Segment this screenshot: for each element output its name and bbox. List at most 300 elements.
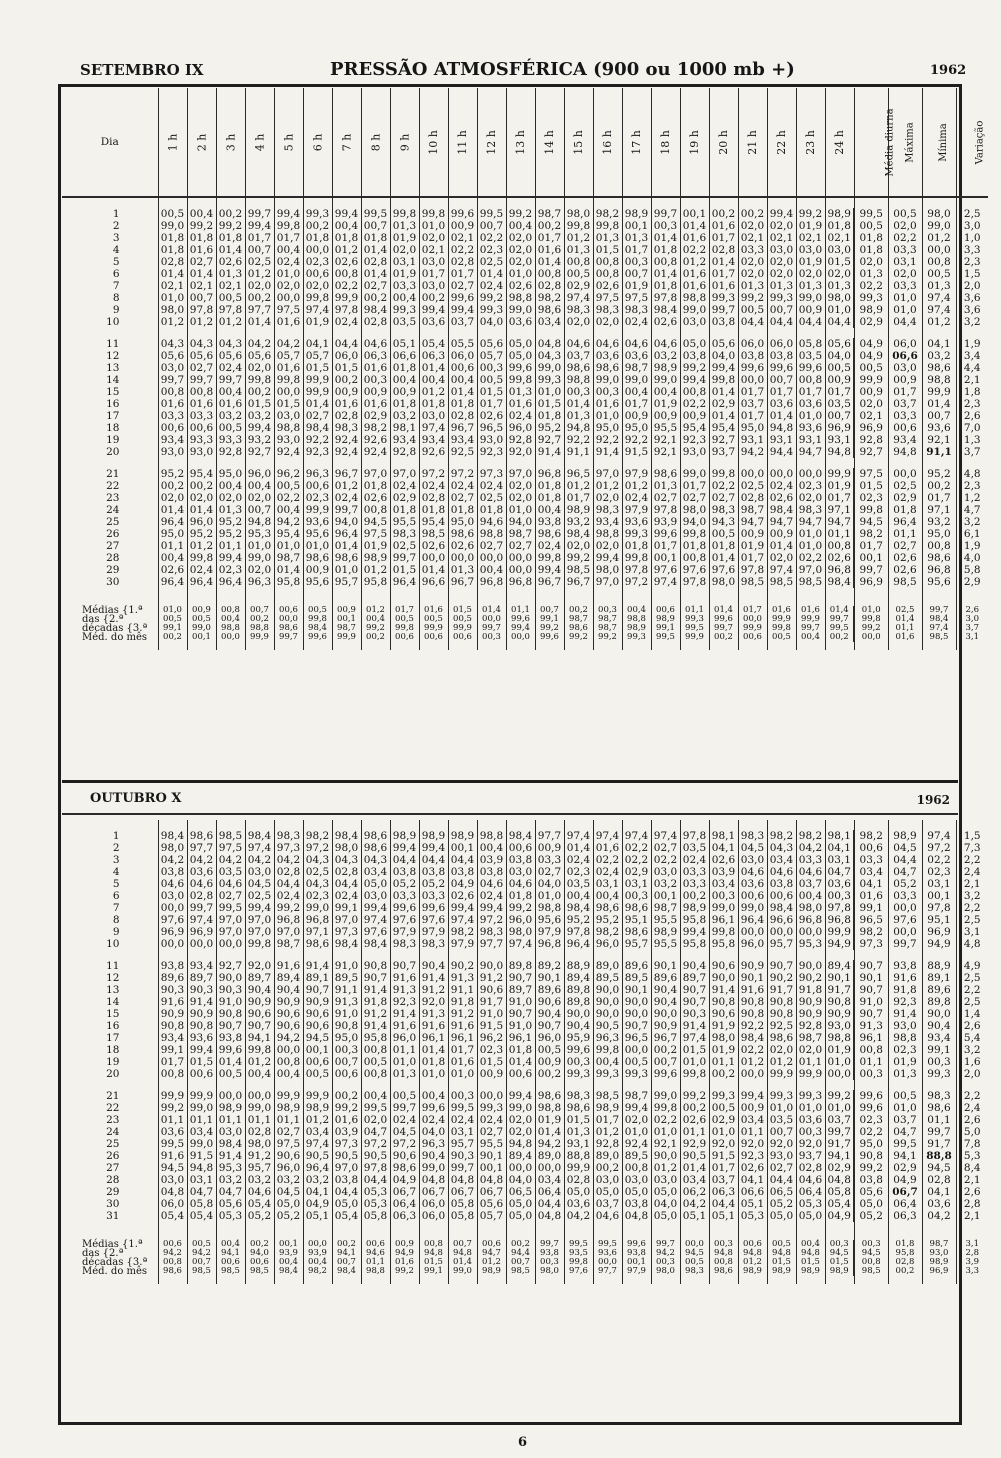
day-cell: 23 bbox=[106, 1114, 120, 1126]
spacer-cell bbox=[564, 588, 593, 606]
value-cell: 00,2 bbox=[709, 1068, 738, 1080]
value-cell: 01,2 bbox=[332, 244, 361, 256]
value-cell: 01,8 bbox=[825, 220, 854, 232]
mean-value: 01,0 bbox=[854, 606, 888, 615]
value-cell: 98,4 bbox=[216, 1138, 245, 1150]
spacer-cell bbox=[419, 197, 448, 208]
value-cell: 93,4 bbox=[922, 1032, 956, 1044]
value-cell: 02,0 bbox=[303, 280, 332, 292]
value-cell: 00,7 bbox=[767, 1126, 796, 1138]
value-cell: 4,8 bbox=[956, 468, 988, 480]
day-cell: 23 bbox=[106, 492, 120, 504]
value-cell: 04,9 bbox=[390, 1174, 419, 1186]
mean-value: 01,2 bbox=[361, 606, 390, 615]
value-cell: 01,2 bbox=[303, 1114, 332, 1126]
value-cell: 95,4 bbox=[187, 468, 216, 480]
value-cell: 98,8 bbox=[825, 1032, 854, 1044]
value-cell: 97,8 bbox=[622, 564, 651, 576]
spacer-cell bbox=[888, 328, 922, 338]
value-cell: 91,0 bbox=[216, 996, 245, 1008]
value-cell: 00,7 bbox=[922, 410, 956, 422]
value-cell: 97,4 bbox=[419, 422, 448, 434]
value-cell: 05,8 bbox=[361, 1210, 390, 1222]
spacer-cell bbox=[680, 588, 709, 606]
day-cell: 10 bbox=[106, 316, 120, 328]
spacer-cell bbox=[62, 458, 158, 468]
value-cell: 93,4 bbox=[419, 434, 448, 446]
table-row bbox=[62, 830, 988, 842]
value-cell: 02,2 bbox=[651, 1114, 680, 1126]
spacer-cell bbox=[245, 1080, 274, 1090]
spacer-cell bbox=[738, 950, 767, 960]
value-cell: 97,6 bbox=[390, 914, 419, 926]
value-cell: 99,3 bbox=[564, 1068, 593, 1080]
spacer-cell bbox=[593, 820, 622, 830]
spacer-cell bbox=[709, 328, 738, 338]
value-cell: 01,9 bbox=[622, 280, 651, 292]
value-cell: 3,2 bbox=[956, 1044, 988, 1056]
value-cell: 93,0 bbox=[274, 434, 303, 446]
spacer-cell bbox=[767, 950, 796, 960]
column-header bbox=[448, 88, 477, 197]
value-cell: 2,6 bbox=[956, 1114, 988, 1126]
value-cell: 90,7 bbox=[245, 1020, 274, 1032]
value-cell: 92,4 bbox=[622, 1138, 651, 1150]
value-cell: 05,1 bbox=[303, 1210, 332, 1222]
value-cell: 90,6 bbox=[535, 996, 564, 1008]
value-cell: 01,0 bbox=[506, 504, 535, 516]
value-cell: 02,3 bbox=[854, 492, 888, 504]
spacer-cell bbox=[448, 328, 477, 338]
value-cell: 02,0 bbox=[419, 232, 448, 244]
mean-value: 01,7 bbox=[738, 606, 767, 615]
spacer-cell bbox=[506, 642, 535, 650]
mean-value: 00,8 bbox=[854, 1258, 888, 1267]
value-cell: 02,2 bbox=[680, 244, 709, 256]
spacer-cell bbox=[738, 458, 767, 468]
value-cell: 02,8 bbox=[535, 280, 564, 292]
value-cell: 04,5 bbox=[390, 1126, 419, 1138]
value-cell: 01,9 bbox=[796, 220, 825, 232]
value-cell: 00,3 bbox=[448, 1090, 477, 1102]
value-cell: 01,8 bbox=[361, 480, 390, 492]
table-row bbox=[62, 564, 988, 576]
value-cell: 96,9 bbox=[922, 926, 956, 938]
value-cell: 02,3 bbox=[888, 1044, 922, 1056]
value-cell: 00,4 bbox=[390, 374, 419, 386]
table-row bbox=[62, 540, 988, 552]
value-cell: 96,4 bbox=[564, 938, 593, 950]
value-cell: 01,7 bbox=[448, 1044, 477, 1056]
spacer-cell bbox=[738, 1080, 767, 1090]
value-cell: 98,8 bbox=[506, 292, 535, 304]
spacer-cell bbox=[564, 197, 593, 208]
value-cell: 01,4 bbox=[332, 540, 361, 552]
value-cell: 94,1 bbox=[888, 1150, 922, 1162]
spacer-cell bbox=[796, 1080, 825, 1090]
value-cell: 91,1 bbox=[564, 446, 593, 458]
value-cell: 99,5 bbox=[216, 902, 245, 914]
value-cell: 91,4 bbox=[680, 1020, 709, 1032]
spacer-cell bbox=[390, 197, 419, 208]
spacer-cell bbox=[62, 950, 158, 960]
value-cell: 91,7 bbox=[825, 984, 854, 996]
value-cell: 99,6 bbox=[419, 1102, 448, 1114]
value-cell: 02,4 bbox=[419, 480, 448, 492]
value-cell: 92,2 bbox=[622, 434, 651, 446]
value-cell: 97,8 bbox=[922, 902, 956, 914]
value-cell: 04,3 bbox=[303, 854, 332, 866]
value-cell: 01,2 bbox=[245, 268, 274, 280]
value-cell: 95,0 bbox=[332, 1032, 361, 1044]
value-cell: 92,5 bbox=[448, 446, 477, 458]
value-cell: 05,0 bbox=[506, 338, 535, 350]
value-cell: 02,4 bbox=[390, 480, 419, 492]
column-header bbox=[680, 88, 709, 197]
value-cell: 91,2 bbox=[245, 1150, 274, 1162]
spacer-cell bbox=[477, 950, 506, 960]
value-cell: 04,1 bbox=[303, 338, 332, 350]
value-cell: 90,0 bbox=[622, 1008, 651, 1020]
value-cell: 91,4 bbox=[216, 1150, 245, 1162]
value-cell: 05,4 bbox=[825, 1198, 854, 1210]
value-cell: 01,8 bbox=[158, 244, 187, 256]
value-cell: 95,2 bbox=[593, 914, 622, 926]
value-cell: 00,5 bbox=[216, 292, 245, 304]
value-cell: 03,8 bbox=[506, 854, 535, 866]
spacer-cell bbox=[651, 328, 680, 338]
spacer-cell bbox=[361, 458, 390, 468]
mean-value: 01,4 bbox=[709, 606, 738, 615]
value-cell: 00,4 bbox=[506, 220, 535, 232]
value-cell: 90,6 bbox=[709, 1008, 738, 1020]
value-cell: 01,8 bbox=[535, 492, 564, 504]
value-cell: 90,6 bbox=[390, 1150, 419, 1162]
value-cell: 01,3 bbox=[622, 232, 651, 244]
value-cell: 00,8 bbox=[825, 540, 854, 552]
value-cell: 04,0 bbox=[419, 1126, 448, 1138]
value-cell: 02,0 bbox=[506, 1126, 535, 1138]
value-cell: 00,6 bbox=[767, 890, 796, 902]
value-cell: 00,0 bbox=[506, 1162, 535, 1174]
value-cell: 04,0 bbox=[709, 350, 738, 362]
value-cell: 00,5 bbox=[738, 304, 767, 316]
spacer-cell bbox=[303, 588, 332, 606]
mean-value: 98,8 bbox=[622, 615, 651, 624]
value-cell: 01,0 bbox=[593, 410, 622, 422]
table-row bbox=[62, 434, 988, 446]
value-cell: 99,7 bbox=[448, 1162, 477, 1174]
value-cell: 99,6 bbox=[767, 362, 796, 374]
mean-value: 94,9 bbox=[390, 1249, 419, 1258]
value-cell: 96,4 bbox=[158, 516, 187, 528]
value-cell: 03,0 bbox=[767, 244, 796, 256]
spacer-cell bbox=[825, 820, 854, 830]
value-cell: 99,9 bbox=[922, 386, 956, 398]
value-cell: 02,4 bbox=[477, 890, 506, 902]
value-cell: 98,0 bbox=[564, 208, 593, 220]
value-cell: 99,8 bbox=[593, 1044, 622, 1056]
mean-value: 00,7 bbox=[187, 1258, 216, 1267]
value-cell: 01,4 bbox=[680, 1162, 709, 1174]
column-header-label: 8 h bbox=[369, 133, 382, 151]
value-cell: 02,7 bbox=[767, 1162, 796, 1174]
value-cell: 05,0 bbox=[361, 878, 390, 890]
value-cell: 01,4 bbox=[216, 244, 245, 256]
value-cell: 00,3 bbox=[593, 386, 622, 398]
value-cell: 02,2 bbox=[622, 842, 651, 854]
value-cell: 04,2 bbox=[922, 1210, 956, 1222]
day-cell: 15 bbox=[106, 1008, 120, 1020]
value-cell: 98,4 bbox=[825, 576, 854, 588]
value-cell: 90,2 bbox=[796, 972, 825, 984]
value-cell: 01,4 bbox=[419, 564, 448, 576]
value-cell: 02,8 bbox=[448, 410, 477, 422]
mean-value: 00,4 bbox=[216, 1240, 245, 1249]
value-cell: 98,2 bbox=[303, 830, 332, 842]
value-cell: 00,0 bbox=[767, 468, 796, 480]
value-cell: 99,6 bbox=[796, 362, 825, 374]
value-cell: 99,4 bbox=[622, 1102, 651, 1114]
mean-value: 94,2 bbox=[187, 1249, 216, 1258]
mean-value: 99,0 bbox=[448, 1267, 477, 1276]
value-cell: 96,0 bbox=[274, 1162, 303, 1174]
spacer-cell bbox=[158, 1222, 187, 1240]
day-cell: 12 bbox=[106, 350, 120, 362]
value-cell: 03,6 bbox=[419, 316, 448, 328]
mean-value: 00,4 bbox=[796, 633, 825, 642]
mean-value: 00,3 bbox=[825, 1240, 854, 1249]
value-cell: 01,9 bbox=[361, 540, 390, 552]
value-cell: 03,6 bbox=[622, 350, 651, 362]
value-cell: 02,0 bbox=[854, 256, 888, 268]
value-cell: 90,3 bbox=[448, 1150, 477, 1162]
mean-value: 3,0 bbox=[956, 615, 988, 624]
value-cell: 2,0 bbox=[956, 1068, 988, 1080]
spacer-cell bbox=[767, 1222, 796, 1240]
value-cell: 02,0 bbox=[506, 244, 535, 256]
spacer-cell bbox=[767, 458, 796, 468]
value-cell: 01,8 bbox=[419, 504, 448, 516]
value-cell: 91,7 bbox=[922, 1138, 956, 1150]
value-cell: 02,4 bbox=[506, 410, 535, 422]
spacer-cell bbox=[245, 642, 274, 650]
value-cell: 7,8 bbox=[956, 1138, 988, 1150]
value-cell: 00,5 bbox=[216, 422, 245, 434]
value-cell: 00,0 bbox=[738, 374, 767, 386]
spacer-cell bbox=[535, 458, 564, 468]
value-cell: 92,8 bbox=[506, 434, 535, 446]
mean-value: 94,6 bbox=[361, 1249, 390, 1258]
value-cell: 94,7 bbox=[767, 516, 796, 528]
value-cell: 99,5 bbox=[888, 1138, 922, 1150]
value-cell: 98,6 bbox=[622, 902, 651, 914]
value-cell: 02,0 bbox=[888, 220, 922, 232]
spacer-row bbox=[62, 328, 988, 338]
day-cell: 4 bbox=[112, 244, 120, 256]
value-cell: 00,4 bbox=[216, 480, 245, 492]
value-cell: 01,3 bbox=[825, 280, 854, 292]
value-cell: 04,2 bbox=[274, 854, 303, 866]
value-cell: 04,6 bbox=[216, 878, 245, 890]
value-cell: 04,1 bbox=[825, 842, 854, 854]
value-cell: 99,0 bbox=[651, 1090, 680, 1102]
value-cell: 3,1 bbox=[956, 926, 988, 938]
value-cell: 97,4 bbox=[593, 830, 622, 842]
value-cell: 99,9 bbox=[564, 1162, 593, 1174]
value-cell: 99,8 bbox=[245, 374, 274, 386]
spacer-cell bbox=[390, 642, 419, 650]
value-cell: 04,1 bbox=[738, 1174, 767, 1186]
mean-value: 98,4 bbox=[332, 1267, 361, 1276]
value-cell: 97,2 bbox=[622, 576, 651, 588]
value-cell: 95,3 bbox=[245, 528, 274, 540]
value-cell: 92,5 bbox=[767, 1020, 796, 1032]
value-cell: 96,8 bbox=[535, 468, 564, 480]
value-cell: 99,9 bbox=[303, 374, 332, 386]
value-cell: 96,0 bbox=[738, 938, 767, 950]
value-cell: 98,2 bbox=[767, 830, 796, 842]
header-row bbox=[62, 88, 988, 197]
value-cell: 00,0 bbox=[888, 902, 922, 914]
value-cell: 94,7 bbox=[796, 446, 825, 458]
value-cell: 02,8 bbox=[796, 1162, 825, 1174]
table-row bbox=[62, 1090, 988, 1102]
spacer-cell bbox=[274, 820, 303, 830]
value-cell: 04,4 bbox=[274, 878, 303, 890]
value-cell: 98,8 bbox=[477, 830, 506, 842]
value-cell: 95,6 bbox=[303, 528, 332, 540]
value-cell: 00,8 bbox=[158, 1068, 187, 1080]
day-cell: 12 bbox=[106, 972, 120, 984]
value-cell: 03,3 bbox=[888, 244, 922, 256]
value-cell: 91,7 bbox=[477, 996, 506, 1008]
value-cell: 04,5 bbox=[738, 842, 767, 854]
spacer-cell bbox=[796, 642, 825, 650]
value-cell: 97,4 bbox=[187, 914, 216, 926]
value-cell: 93,4 bbox=[593, 516, 622, 528]
spacer-cell bbox=[390, 1222, 419, 1240]
mean-value: 99,5 bbox=[593, 1240, 622, 1249]
value-cell: 96,7 bbox=[332, 468, 361, 480]
mean-value: 94,8 bbox=[448, 1249, 477, 1258]
value-cell: 01,4 bbox=[709, 386, 738, 398]
value-cell: 00,0 bbox=[303, 244, 332, 256]
spacer-cell bbox=[854, 458, 888, 468]
value-cell: 01,4 bbox=[158, 268, 187, 280]
mean-value: 00,2 bbox=[332, 1240, 361, 1249]
value-cell: 00,5 bbox=[303, 1068, 332, 1080]
value-cell: 00,1 bbox=[651, 890, 680, 902]
day-cell: 17 bbox=[106, 1032, 120, 1044]
spacer-cell bbox=[825, 950, 854, 960]
value-cell: 02,4 bbox=[332, 492, 361, 504]
mean-value: 00,9 bbox=[332, 606, 361, 615]
value-cell: 99,2 bbox=[216, 220, 245, 232]
value-cell: 06,6 bbox=[888, 350, 922, 362]
value-cell: 96,1 bbox=[419, 1032, 448, 1044]
value-cell: 2,4 bbox=[956, 1102, 988, 1114]
mean-value: 97,4 bbox=[922, 624, 956, 633]
value-cell: 00,5 bbox=[854, 362, 888, 374]
value-cell: 89,6 bbox=[622, 960, 651, 972]
value-cell: 90,4 bbox=[922, 1020, 956, 1032]
value-cell: 04,3 bbox=[216, 338, 245, 350]
value-cell: 91,4 bbox=[361, 984, 390, 996]
value-cell: 97,7 bbox=[245, 304, 274, 316]
value-cell: 01,5 bbox=[245, 398, 274, 410]
value-cell: 03,7 bbox=[593, 1198, 622, 1210]
mean-value: 01,6 bbox=[419, 606, 448, 615]
value-cell: 98,2 bbox=[854, 528, 888, 540]
value-cell: 02,6 bbox=[651, 316, 680, 328]
value-cell: 03,8 bbox=[332, 1174, 361, 1186]
mean-value: 00,9 bbox=[390, 1240, 419, 1249]
value-cell: 92,4 bbox=[361, 446, 390, 458]
value-cell: 99,2 bbox=[854, 1162, 888, 1174]
value-cell: 89,5 bbox=[593, 972, 622, 984]
mean-value: 99,8 bbox=[390, 624, 419, 633]
value-cell: 02,6 bbox=[448, 540, 477, 552]
value-cell: 03,7 bbox=[564, 350, 593, 362]
spacer-cell bbox=[854, 642, 888, 650]
value-cell: 00,3 bbox=[854, 1068, 888, 1080]
spacer-cell bbox=[448, 458, 477, 468]
value-cell: 92,8 bbox=[854, 434, 888, 446]
column-header bbox=[477, 88, 506, 197]
value-cell: 90,4 bbox=[419, 1150, 448, 1162]
value-cell: 01,2 bbox=[216, 316, 245, 328]
spacer-cell bbox=[709, 197, 738, 208]
value-cell: 05,0 bbox=[506, 1210, 535, 1222]
spacer-cell bbox=[303, 950, 332, 960]
value-cell: 99,7 bbox=[332, 504, 361, 516]
value-cell: 06,5 bbox=[767, 1186, 796, 1198]
value-cell: 99,3 bbox=[709, 292, 738, 304]
value-cell: 03,8 bbox=[738, 350, 767, 362]
value-cell: 98,3 bbox=[564, 304, 593, 316]
value-cell: 4,9 bbox=[956, 960, 988, 972]
value-cell: 5,3 bbox=[956, 1150, 988, 1162]
value-cell: 02,6 bbox=[506, 280, 535, 292]
value-cell: 01,0 bbox=[825, 1056, 854, 1068]
value-cell: 98,9 bbox=[825, 208, 854, 220]
spacer-cell bbox=[361, 1222, 390, 1240]
table-row bbox=[62, 374, 988, 386]
value-cell: 99,8 bbox=[593, 220, 622, 232]
value-cell: 1,4 bbox=[956, 1008, 988, 1020]
value-cell: 98,9 bbox=[680, 902, 709, 914]
spacer-cell bbox=[390, 1080, 419, 1090]
value-cell: 01,5 bbox=[535, 398, 564, 410]
value-cell: 99,3 bbox=[767, 1090, 796, 1102]
value-cell: 06,2 bbox=[680, 1186, 709, 1198]
value-cell: 93,0 bbox=[680, 446, 709, 458]
spacer-cell bbox=[593, 1080, 622, 1090]
spacer-cell bbox=[767, 328, 796, 338]
value-cell: 00,7 bbox=[477, 220, 506, 232]
value-cell: 03,0 bbox=[825, 244, 854, 256]
value-cell: 89,6 bbox=[158, 972, 187, 984]
value-cell: 05,0 bbox=[680, 338, 709, 350]
mean-value: 02,8 bbox=[888, 1258, 922, 1267]
value-cell: 90,7 bbox=[390, 960, 419, 972]
day-cell: 11 bbox=[106, 338, 120, 350]
value-cell: 97,6 bbox=[158, 914, 187, 926]
value-cell: 96,7 bbox=[535, 576, 564, 588]
value-cell: 03,3 bbox=[888, 890, 922, 902]
column-header-label: 4 h bbox=[253, 133, 266, 151]
